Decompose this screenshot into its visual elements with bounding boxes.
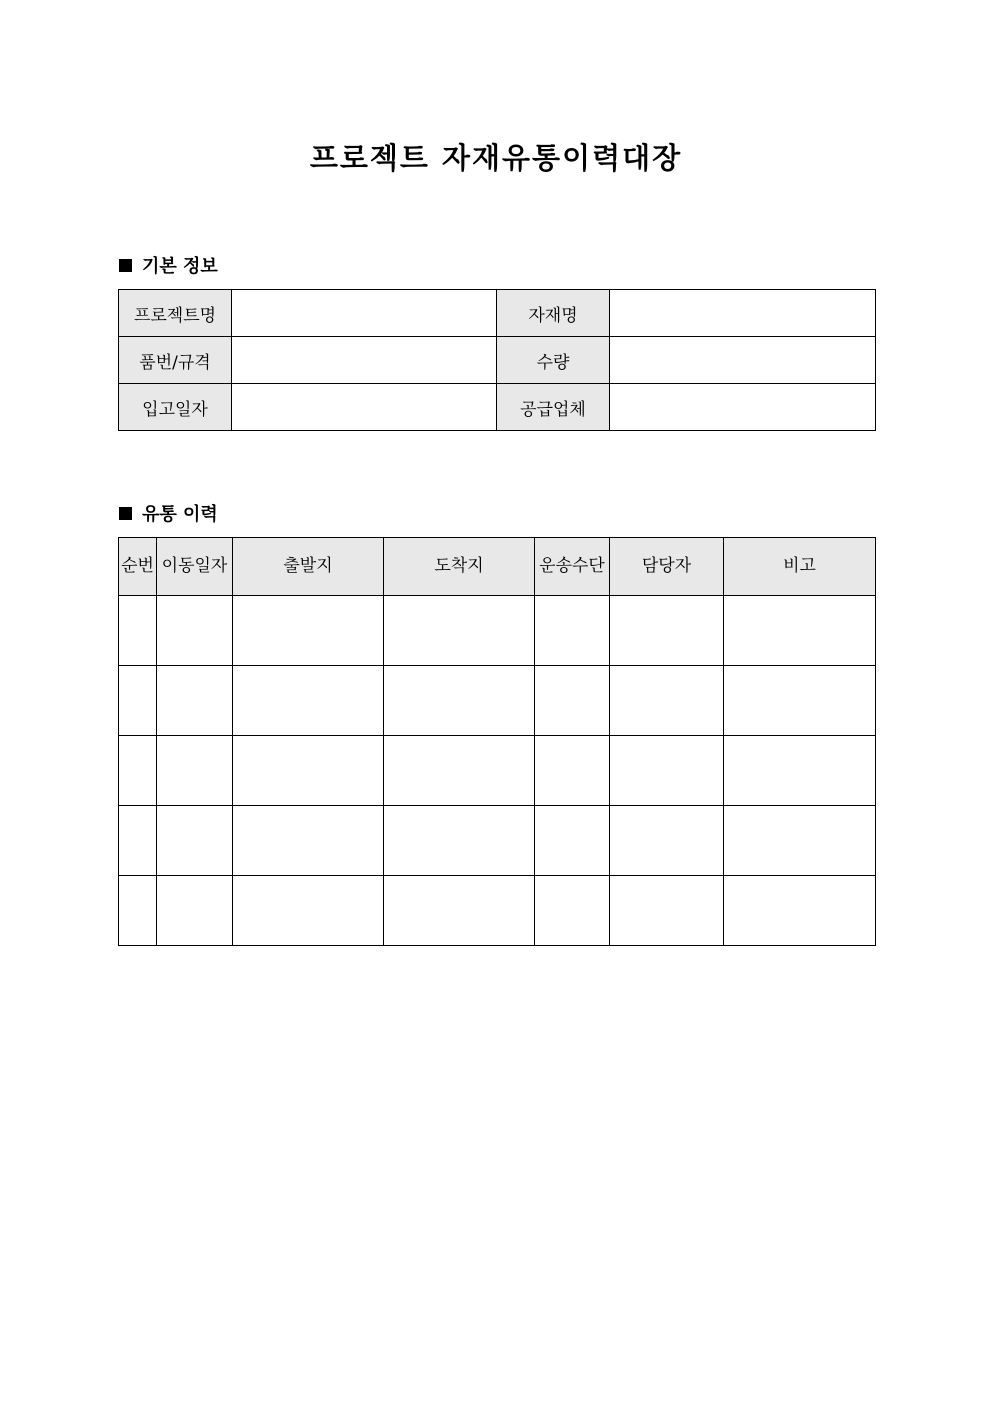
table-cell[interactable] (384, 736, 535, 806)
history-heading-label: 유통 이력 (142, 504, 218, 525)
info-label: 공급업체 (497, 384, 610, 431)
history-header-row (119, 538, 876, 596)
table-cell[interactable] (233, 596, 384, 666)
table-cell[interactable] (384, 876, 535, 946)
table-cell[interactable] (119, 806, 157, 876)
table-cell[interactable] (233, 666, 384, 736)
table-cell[interactable] (610, 666, 724, 736)
info-value-field[interactable] (232, 384, 497, 431)
table-cell[interactable] (119, 666, 157, 736)
table-cell[interactable] (610, 876, 724, 946)
table-cell[interactable] (535, 876, 610, 946)
table-cell[interactable] (610, 806, 724, 876)
table-cell[interactable] (233, 806, 384, 876)
info-value-field[interactable] (610, 384, 876, 431)
table-row (119, 736, 876, 806)
column-header-manager: 담당자 (610, 538, 724, 596)
column-header-transport: 운송수단 (535, 538, 610, 596)
history-table (118, 537, 876, 946)
table-cell[interactable] (724, 666, 876, 736)
column-header-move-date: 이동일자 (157, 538, 233, 596)
column-header-destination: 도착지 (384, 538, 535, 596)
column-header-origin: 출발지 (233, 538, 384, 596)
info-value-field[interactable] (232, 290, 497, 337)
table-cell[interactable] (233, 876, 384, 946)
table-cell[interactable] (157, 806, 233, 876)
table-cell[interactable] (724, 596, 876, 666)
table-row (119, 876, 876, 946)
info-value-field[interactable] (232, 337, 497, 384)
info-label: 입고일자 (119, 384, 232, 431)
basic-info-table (118, 289, 876, 431)
table-cell[interactable] (233, 736, 384, 806)
square-bullet-icon (119, 259, 132, 272)
table-cell[interactable] (157, 666, 233, 736)
square-bullet-icon (119, 507, 132, 520)
table-cell[interactable] (724, 806, 876, 876)
info-row (119, 290, 876, 337)
info-label: 품번/규격 (119, 337, 232, 384)
table-cell[interactable] (119, 876, 157, 946)
table-cell[interactable] (535, 666, 610, 736)
info-label: 수량 (497, 337, 610, 384)
table-cell[interactable] (384, 806, 535, 876)
table-row (119, 806, 876, 876)
table-cell[interactable] (535, 806, 610, 876)
table-cell[interactable] (119, 596, 157, 666)
info-value-field[interactable] (610, 337, 876, 384)
table-cell[interactable] (384, 666, 535, 736)
column-header-remarks: 비고 (724, 538, 876, 596)
info-row (119, 384, 876, 431)
document-title: 프로젝트 자재유통이력대장 (309, 141, 683, 175)
table-cell[interactable] (610, 736, 724, 806)
table-cell[interactable] (535, 596, 610, 666)
column-header-seq: 순번 (119, 538, 157, 596)
table-row (119, 666, 876, 736)
table-cell[interactable] (610, 596, 724, 666)
basic-info-heading-label: 기본 정보 (142, 256, 218, 277)
table-cell[interactable] (384, 596, 535, 666)
table-cell[interactable] (157, 736, 233, 806)
table-cell[interactable] (535, 736, 610, 806)
table-cell[interactable] (119, 736, 157, 806)
info-value-field[interactable] (610, 290, 876, 337)
table-row (119, 596, 876, 666)
table-cell[interactable] (724, 736, 876, 806)
info-label: 프로젝트명 (119, 290, 232, 337)
info-label: 자재명 (497, 290, 610, 337)
basic-info-heading (119, 252, 218, 278)
table-cell[interactable] (157, 596, 233, 666)
table-cell[interactable] (157, 876, 233, 946)
table-cell[interactable] (724, 876, 876, 946)
info-row (119, 337, 876, 384)
history-heading (119, 500, 218, 526)
